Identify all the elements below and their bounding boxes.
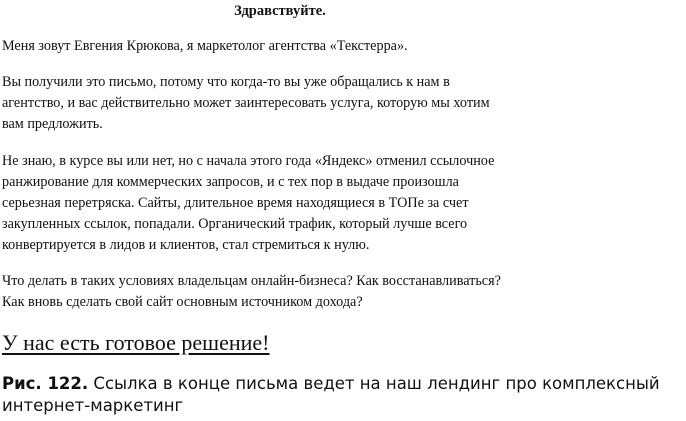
figure-caption bbox=[2, 373, 684, 417]
paragraph-reason bbox=[2, 72, 490, 135]
paragraph-line: закупленных ссылок, попадали. Органический трафик, который лучше всего bbox=[2, 216, 468, 232]
paragraph-line: серьезная перетряска. Сайты, длительное время находящиеся в ТОПе за счет bbox=[2, 195, 469, 211]
paragraph-line: вам предложить. bbox=[2, 116, 103, 132]
paragraph-line: конвертируется в лидов и клиентов, стал стремиться к нулю. bbox=[2, 237, 370, 253]
paragraph-line: агентство, и вас действительно может заинтересовать услуга, которую мы хотим bbox=[2, 95, 490, 111]
paragraph-line: Не знаю, в курсе вы или нет, но с начала этого года «Яндекс» отменил ссылочное bbox=[2, 153, 495, 169]
figure-caption-text: Ссылка в конце письма ведет на наш лендинг про комплексный интернет-маркетинг bbox=[2, 374, 660, 415]
paragraph-question bbox=[2, 271, 501, 313]
figure-caption-label: Рис. 122. bbox=[2, 374, 89, 393]
greeting-heading: Здравствуйте. bbox=[234, 3, 326, 19]
paragraph-line: Вы получили это письмо, потому что когда-то вы уже обращались к нам в bbox=[2, 74, 450, 90]
paragraph-line: Как вновь сделать свой сайт основным источником дохода? bbox=[2, 294, 363, 310]
paragraph-problem bbox=[2, 151, 494, 256]
paragraph-line: ранжирование для коммерческих запросов, и с тех пор в выдаче произошла bbox=[2, 174, 459, 190]
paragraph-intro bbox=[2, 36, 408, 57]
paragraph-line: Меня зовут Евгения Крюкова, я маркетолог агентства «Текстерра». bbox=[2, 38, 408, 54]
paragraph-line: Что делать в таких условиях владельцам онлайн-бизнеса? Как восстанавливаться? bbox=[2, 273, 501, 289]
solution-link[interactable]: У нас есть готовое решение! bbox=[2, 330, 270, 355]
